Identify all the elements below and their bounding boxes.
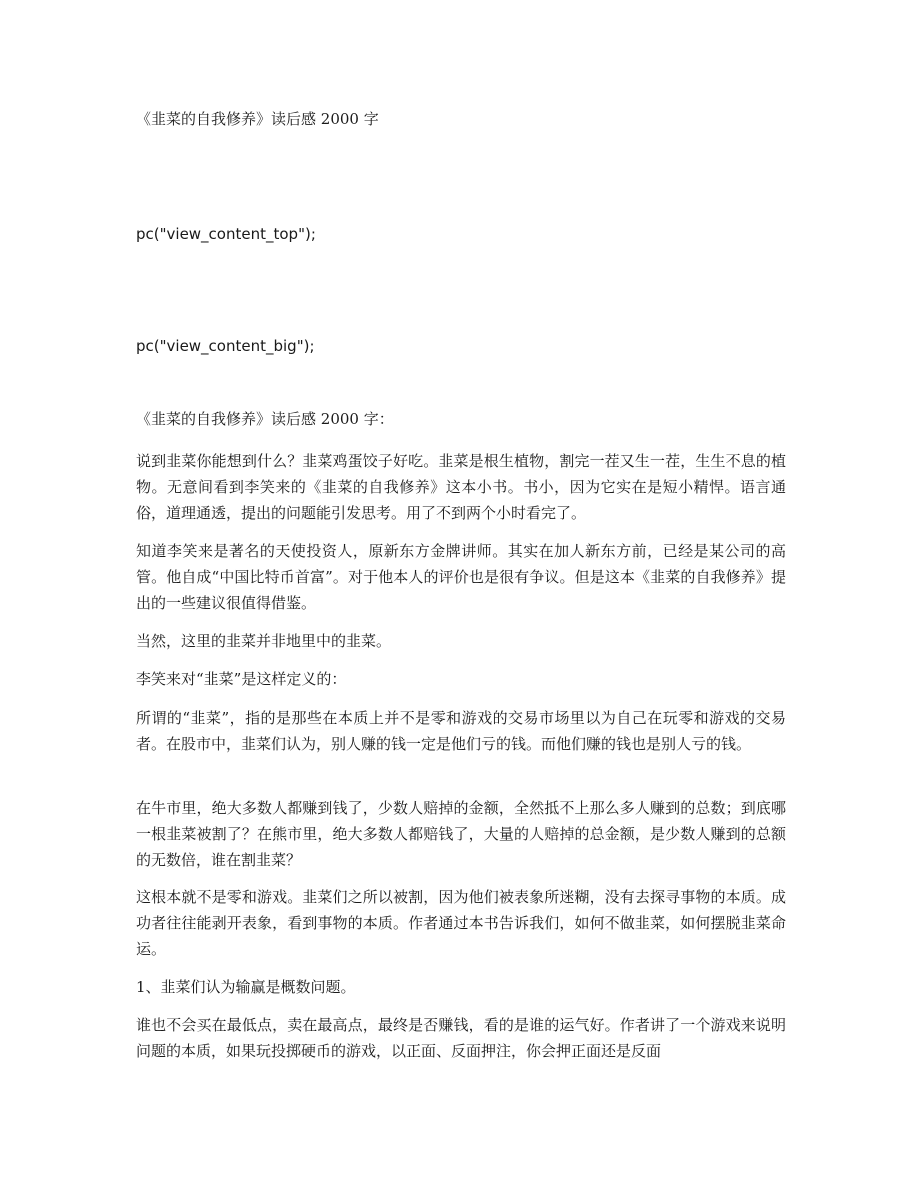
- script-placeholder-big: pc("view_content_big");: [136, 337, 315, 355]
- paragraph: 知道李笑来是著名的天使投资人，原新东方金牌讲师。其实在加人新东方前，已经是某公司的高管。他自成“中国比特币首富”。对于他本人的评价也是很有争议。但是这本《韭菜的自我修养》提出的一些建议很值得借鉴。: [136, 542, 786, 612]
- paragraph: 在牛市里，绝大多数人都赚到钱了，少数人赔掉的金额，全然抵不上那么多人赚到的总数；到底哪一根韭菜被割了？在熊市里，绝大多数人都赔钱了，大量的人赔掉的总金额，是少数人赚到的总额的无数倍，谁在割韭菜？: [136, 799, 786, 869]
- paragraph: 所谓的“韭菜”，指的是那些在本质上并不是零和游戏的交易市场里以为自己在玩零和游戏的交易者。在股市中，韭菜们认为，别人赚的钱一定是他们亏的钱。而他们赚的钱也是别人亏的钱。: [136, 709, 786, 753]
- paragraph: 这根本就不是零和游戏。韭菜们之所以被割，因为他们被表象所迷糊，没有去探寻事物的本质。成功者往往能剥开表象，看到事物的本质。作者通过本书告诉我们，如何不做韭菜，如何摆脱韭菜命运。: [136, 888, 786, 958]
- document-subtitle: 《韭菜的自我修养》读后感 2000 字：: [136, 410, 394, 428]
- paragraph: 1、韭菜们认为输赢是概数问题。: [136, 978, 356, 996]
- paragraph: 当然，这里的韭菜并非地里中的韭菜。: [136, 632, 392, 650]
- document-title: 《韭菜的自我修养》读后感 2000 字: [136, 110, 379, 128]
- script-placeholder-top: pc("view_content_top");: [136, 225, 316, 243]
- paragraph: 谁也不会买在最低点，卖在最高点，最终是否赚钱，看的是谁的运气好。作者讲了一个游戏来说明问题的本质，如果玩投掷硬币的游戏，以正面、反面押注，你会押正面还是反面: [136, 1016, 786, 1060]
- paragraph: 李笑来对“韭菜”是这样定义的：: [136, 670, 347, 688]
- paragraph: 说到韭菜你能想到什么？韭菜鸡蛋饺子好吃。韭菜是根生植物，割完一茬又生一茬，生生不息的植物。无意间看到李笑来的《韭菜的自我修养》这本小书。书小，因为它实在是短小精悍。语言通俗，道理通透，提出的问题能引发思考。用了不到两个小时看完了。: [136, 452, 786, 522]
